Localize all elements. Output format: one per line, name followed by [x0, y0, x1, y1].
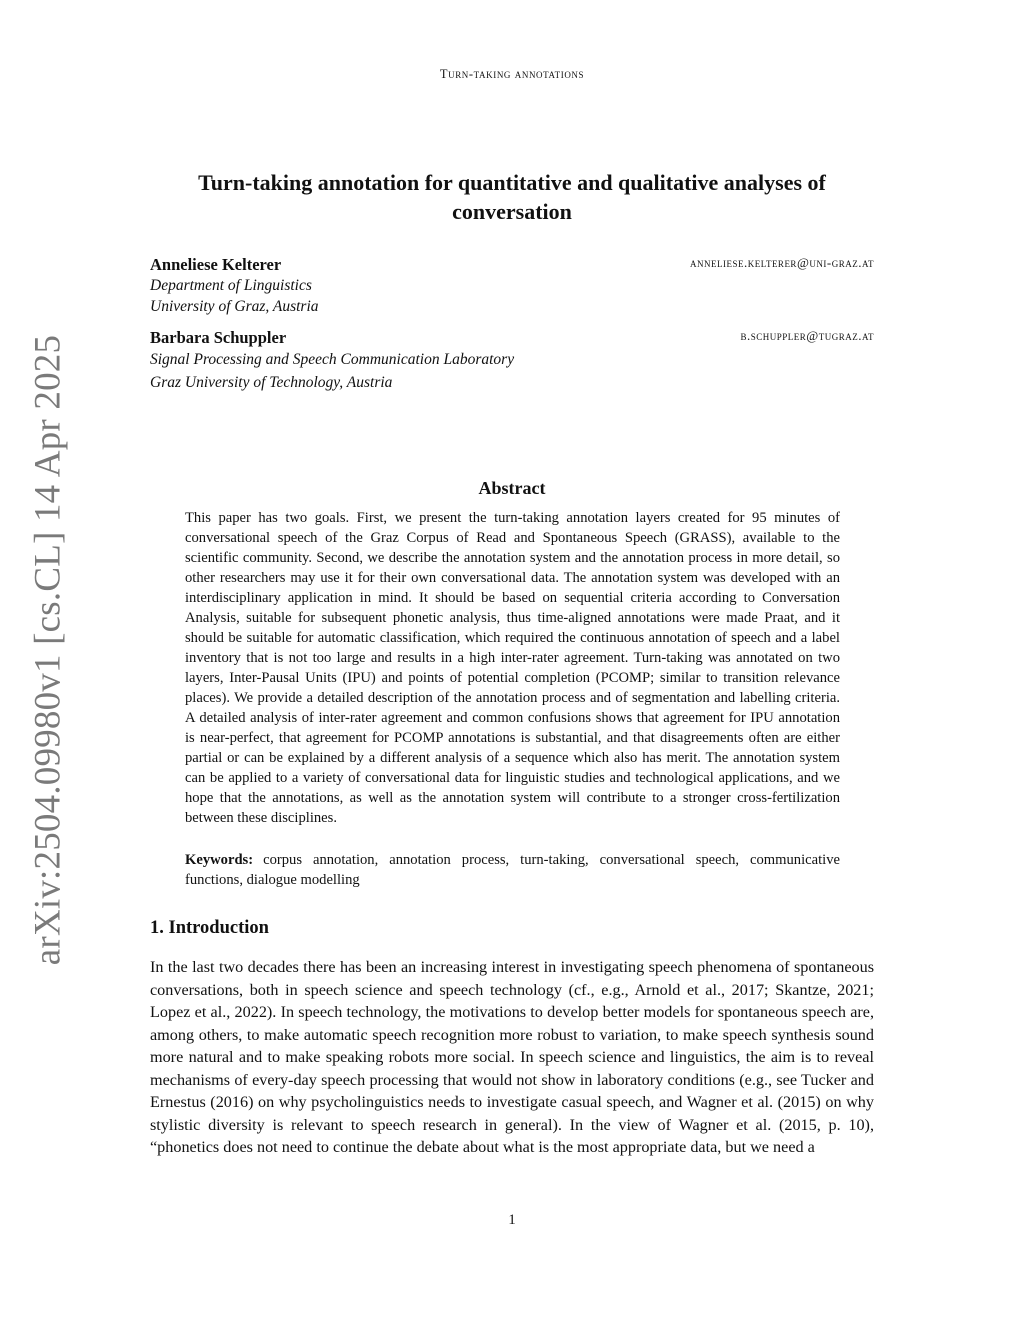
author-block-kelterer	[150, 254, 874, 317]
author-affiliation-laboratory: Signal Processing and Speech Communication Laboratory	[150, 351, 515, 368]
author-block-schuppler	[150, 327, 874, 394]
author-affiliation-university: University of Graz, Austria	[150, 298, 319, 315]
introduction-text	[150, 956, 874, 1159]
author-name: Barbara Schuppler	[150, 328, 287, 347]
abstract-text	[185, 508, 840, 828]
abstract-heading: Abstract	[478, 478, 546, 498]
abstract-paragraph: This paper has two goals. First, we present the turn-taking annotation layers created for 95 minutes of conversational speech of the Graz Corpus of Read and Spontaneous Speech (GRASS), available to the scientific community. Second, we describe the annotation system and the annotation process in more detail, so other researchers may use it for their own conversational data. The annotation system was developed with an interdisciplinary application in mind. It should be based on sequential criteria according to Conversation Analysis, suitable for subsequent phonetic analysis, thus time-aligned annotations were made Praat, and it should be suitable for automatic classification, which required the continuous annotation of speech and a label inventory that is not too large and results in a high inter-rater agreement. Turn-taking was annotated on two layers, Inter-Pausal Units (IPU) and points of potential completion (PCOMP; similar to transition relevance places). We provide a detailed description of the annotation process and of segmentation and labelling criteria. A detailed analysis of inter-rater agreement and common confusions shows that agreement for IPU annotation is near-perfect, that agreement for PCOMP annotations is substantial, and that disagreements often are either partial or can be explained by a different analysis of a sequence which also has merit. The annotation system can be applied to a variety of conversational data for linguistic studies and technological applications, and we hope that the annotations, as well as the annotation system will contribute to a stronger cross-fertilization between these disciplines.	[185, 510, 840, 826]
author-affiliation-department: Department of Linguistics	[150, 277, 312, 294]
keywords-list: corpus annotation, annotation process, turn-taking, conversational speech, communicative functions, dialogue modelling	[185, 852, 840, 888]
author-name: Anneliese Kelterer	[150, 255, 282, 274]
introduction-paragraph: In the last two decades there has been an increasing interest in investigating speech phenomena of spontaneous conversations, both in speech science and speech technology (cf., e.g., Arnold et al., 2017; Skantze, 2021; Lopez et al., 2022). In speech technology, the motivations to develop better models for spontaneous speech are, among others, to make automatic speech recognition more robust to variation, to make speech synthesis sound more natural and to make speaking robots more social. In speech science and linguistics, the aim is to reveal mechanisms of every-day speech processing that would not show in laboratory conditions (e.g., see Tucker and Ernestus (2016) on why psycholinguistics needs to investigate casual speech, and Wagner et al. (2015) on why stylistic diversity is relevant to speech research in general). In the view of Wagner et al. (2015, p. 10), “phonetics does not need to continue the debate about what is the most appropriate data, but we need a	[150, 958, 874, 1156]
running-head: Turn-taking annotations	[439, 67, 585, 81]
author-email: b.schuppler@tugraz.at	[740, 328, 874, 343]
paper-title: Turn-taking annotation for quantitative and qualitative analyses of conversation	[198, 170, 826, 224]
author-email: anneliese.kelterer@uni-graz.at	[690, 255, 874, 270]
page-number: 1	[508, 1212, 516, 1228]
keywords	[185, 850, 840, 890]
author-affiliation-university: Graz University of Technology, Austria	[150, 374, 393, 391]
section-heading-introduction: 1. Introduction	[150, 918, 269, 938]
arxiv-identifier-stamp: arXiv:2504.09980v1 [cs.CL] 14 Apr 2025	[27, 334, 69, 966]
keywords-label: Keywords:	[185, 852, 254, 868]
